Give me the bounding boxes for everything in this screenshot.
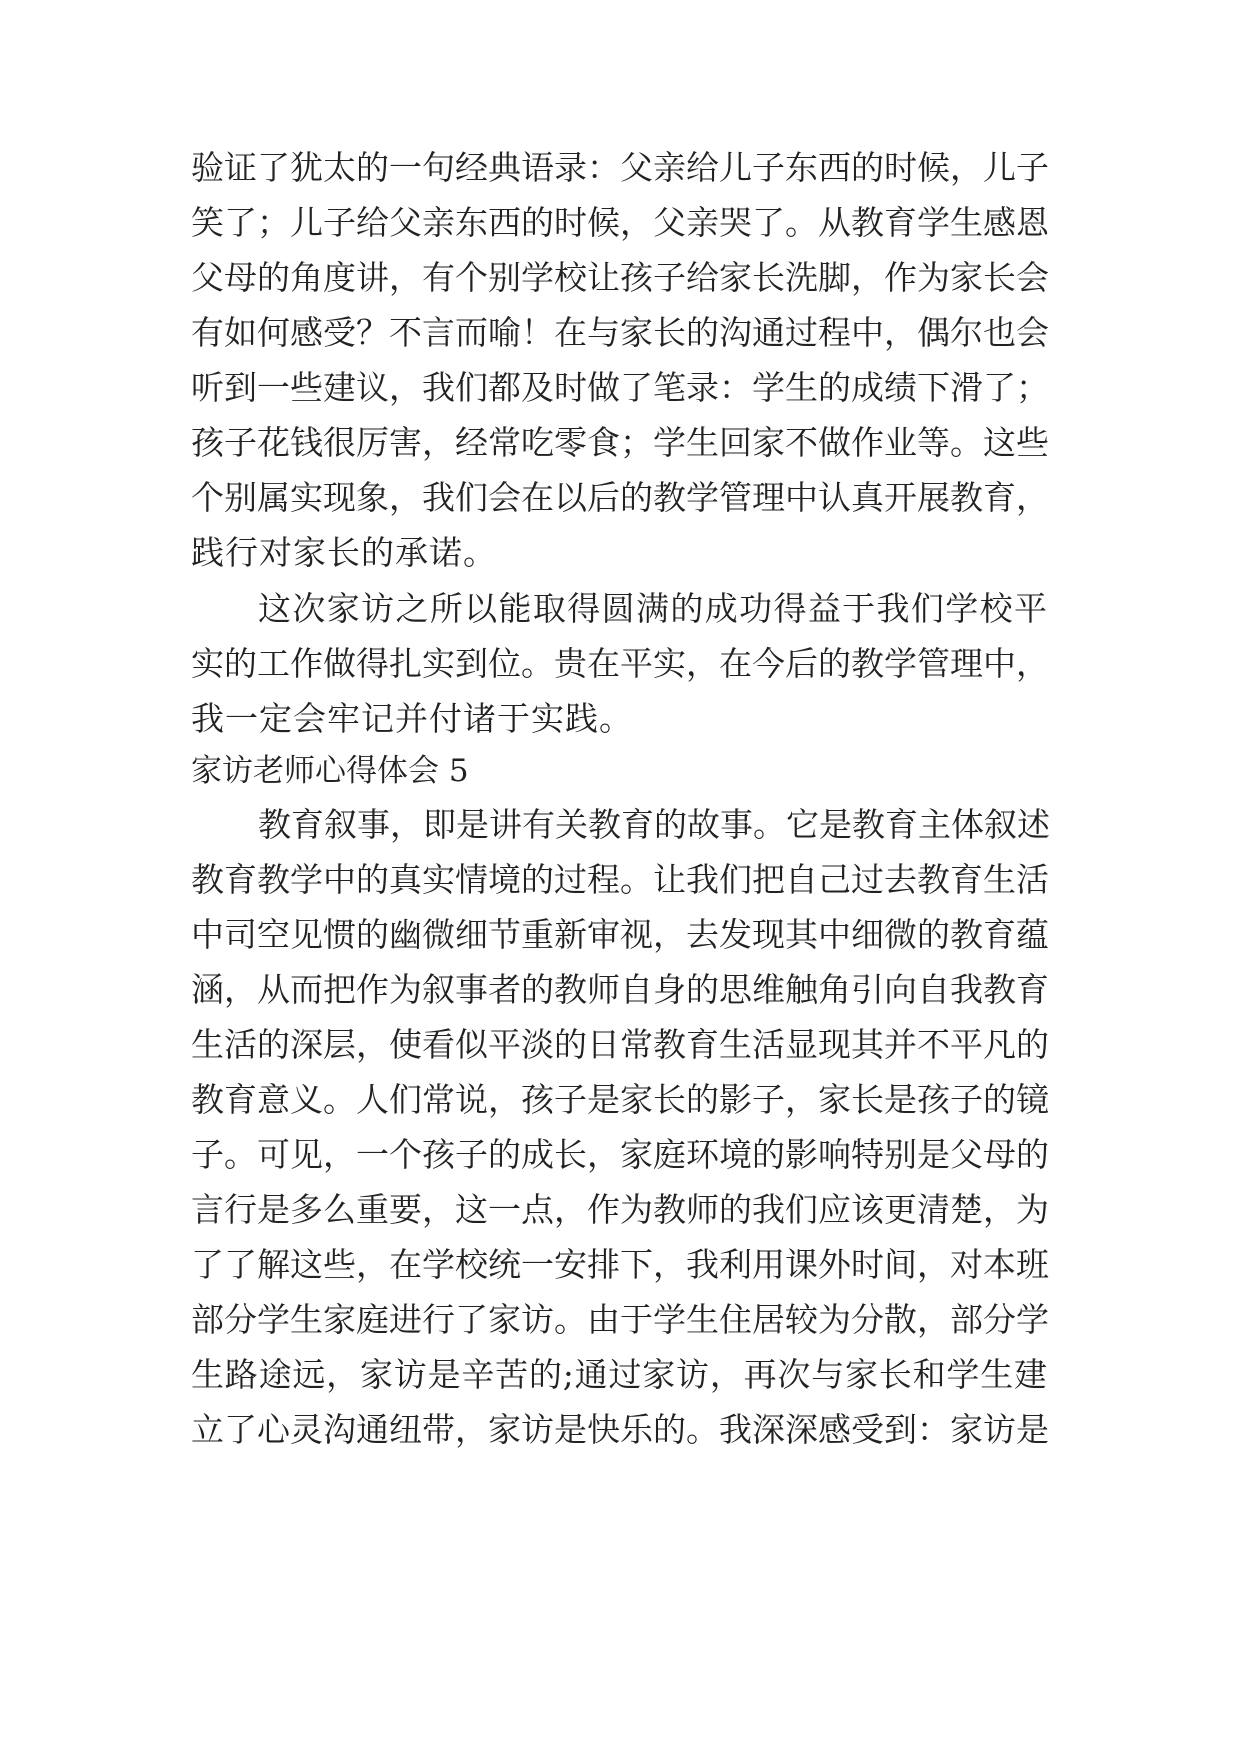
text-line: 立了心灵沟通纽带，家访是快乐的。我深深感受到：家访是 — [191, 1410, 1049, 1449]
text-line: 验证了犹太的一句经典语录：父亲给儿子东西的时候，儿子 — [191, 148, 1049, 187]
text-line: 涵，从而把作为叙事者的教师自身的思维触角引向自我教育 — [191, 970, 1049, 1009]
text-line: 践行对家长的承诺。 — [191, 533, 497, 572]
text-line: 教育教学中的真实情境的过程。让我们把自己过去教育生活 — [191, 860, 1049, 899]
paragraph-first-line: 教育叙事，即是讲有关教育的故事。它是教育主体叙述 — [258, 805, 1050, 844]
text-line: 了了解这些，在学校统一安排下，我利用课外时间，对本班 — [191, 1245, 1049, 1284]
text-line: 有如何感受？不言而喻！在与家长的沟通过程中，偶尔也会 — [191, 313, 1049, 352]
section-heading: 家访老师心得体会 5 — [191, 753, 469, 789]
text-line: 言行是多么重要，这一点，作为教师的我们应该更清楚，为 — [191, 1190, 1049, 1229]
text-line: 生路途远，家访是辛苦的;通过家访，再次与家长和学生建 — [191, 1355, 1047, 1394]
text-line: 子。可见，一个孩子的成长，家庭环境的影响特别是父母的 — [191, 1135, 1049, 1174]
text-line: 孩子花钱很厉害，经常吃零食；学生回家不做作业等。这些 — [191, 423, 1049, 462]
text-line: 个别属实现象，我们会在以后的教学管理中认真开展教育， — [191, 478, 1049, 517]
text-line: 实的工作做得扎实到位。贵在平实，在今后的教学管理中， — [191, 644, 1049, 683]
text-line: 教育意义。人们常说，孩子是家长的影子，家长是孩子的镜 — [191, 1080, 1049, 1119]
text-line: 听到一些建议，我们都及时做了笔录：学生的成绩下滑了； — [191, 368, 1049, 407]
text-line: 生活的深层，使看似平淡的日常教育生活显现其并不平凡的 — [191, 1025, 1049, 1064]
text-line: 笑了；儿子给父亲东西的时候，父亲哭了。从教育学生感恩 — [191, 203, 1049, 242]
text-line: 部分学生家庭进行了家访。由于学生住居较为分散，部分学 — [191, 1300, 1049, 1339]
paragraph-first-line: 这次家访之所以能取得圆满的成功得益于我们学校平 — [258, 589, 1047, 628]
text-line: 我一定会牢记并付诸于实践。 — [191, 699, 633, 738]
text-line: 父母的角度讲，有个别学校让孩子给家长洗脚，作为家长会 — [191, 258, 1049, 297]
text-line: 中司空见惯的幽微细节重新审视，去发现其中细微的教育蕴 — [191, 915, 1049, 954]
